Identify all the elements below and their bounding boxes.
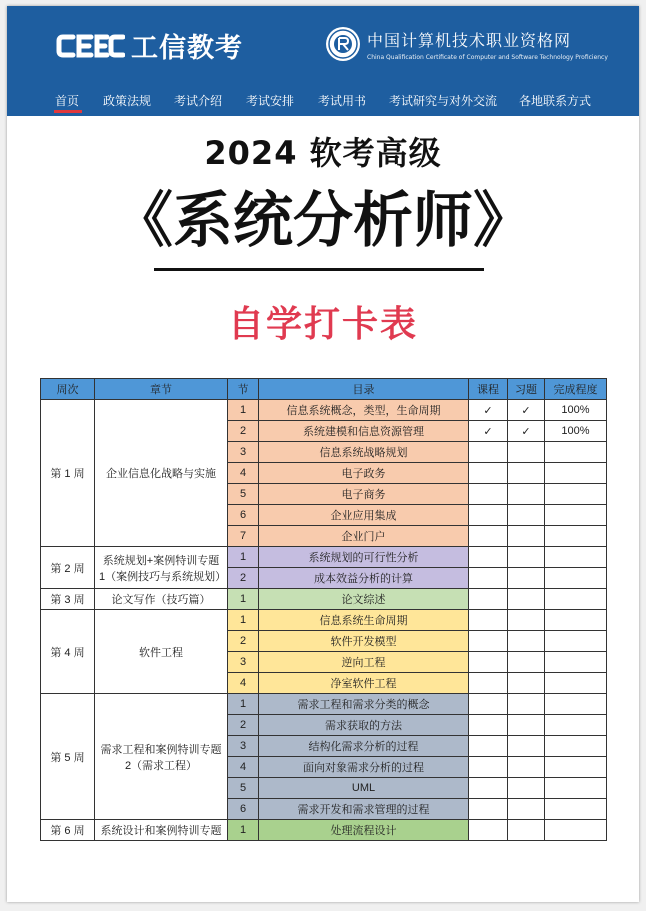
contents-cell: 信息系统生命周期 xyxy=(259,610,469,631)
completion-cell[interactable] xyxy=(545,547,607,568)
exercise-check-cell[interactable] xyxy=(508,715,545,736)
course-check-cell[interactable] xyxy=(469,820,508,841)
exercise-check-cell[interactable] xyxy=(508,778,545,799)
exercise-check-cell[interactable] xyxy=(508,568,545,589)
header-chapter: 章节 xyxy=(95,379,228,400)
nav-home[interactable]: 首页 xyxy=(55,94,80,108)
chapter-cell: 企业信息化战略与实施 xyxy=(95,400,228,547)
qualification-seal-icon xyxy=(325,26,361,62)
course-check-cell[interactable]: ✓ xyxy=(469,421,508,442)
nav-contacts[interactable]: 各地联系方式 xyxy=(519,94,592,108)
contents-cell: 电子商务 xyxy=(259,484,469,505)
header-completion: 完成程度 xyxy=(545,379,607,400)
section-number-cell: 1 xyxy=(228,589,259,610)
exercise-check-cell[interactable] xyxy=(508,652,545,673)
table-row xyxy=(41,694,607,715)
contents-cell: 系统建模和信息资源管理 xyxy=(259,421,469,442)
course-check-cell[interactable] xyxy=(469,673,508,694)
contents-cell: 电子政务 xyxy=(259,463,469,484)
title-line1: 2024 软考高级 xyxy=(204,134,442,172)
table-row xyxy=(41,820,607,841)
section-number-cell: 3 xyxy=(228,442,259,463)
header-week: 周次 xyxy=(41,379,95,400)
course-check-cell[interactable] xyxy=(469,736,508,757)
section-number-cell: 4 xyxy=(228,673,259,694)
table-row xyxy=(41,589,607,610)
course-check-cell[interactable] xyxy=(469,526,508,547)
exercise-check-cell[interactable] xyxy=(508,463,545,484)
logo-text: 工信教考 xyxy=(131,33,243,64)
exercise-check-cell[interactable]: ✓ xyxy=(508,421,545,442)
exercise-check-cell[interactable] xyxy=(508,442,545,463)
course-check-cell[interactable] xyxy=(469,463,508,484)
site-header xyxy=(7,6,639,116)
nav-exam-books[interactable]: 考试用书 xyxy=(318,94,367,108)
section-number-cell: 6 xyxy=(228,505,259,526)
section-number-cell: 1 xyxy=(228,547,259,568)
table-body xyxy=(41,400,607,841)
week-cell: 第 5 周 xyxy=(41,694,95,820)
section-number-cell: 2 xyxy=(228,715,259,736)
exercise-check-cell[interactable] xyxy=(508,589,545,610)
completion-cell[interactable] xyxy=(545,568,607,589)
course-check-cell[interactable] xyxy=(469,757,508,778)
course-check-cell[interactable] xyxy=(469,652,508,673)
exercise-check-cell[interactable] xyxy=(508,736,545,757)
ceec-logo-icon xyxy=(55,29,125,63)
table-row xyxy=(41,400,607,421)
section-number-cell: 3 xyxy=(228,736,259,757)
nav-active-indicator xyxy=(54,110,82,113)
week-cell: 第 2 周 xyxy=(41,547,95,589)
contents-cell: 系统规划的可行性分析 xyxy=(259,547,469,568)
course-check-cell[interactable] xyxy=(469,778,508,799)
contents-cell: 软件开发模型 xyxy=(259,631,469,652)
chapter-cell: 软件工程 xyxy=(95,610,228,694)
course-check-cell[interactable] xyxy=(469,505,508,526)
nav-exam-schedule[interactable]: 考试安排 xyxy=(246,94,295,108)
exercise-check-cell[interactable] xyxy=(508,526,545,547)
exercise-check-cell[interactable] xyxy=(508,757,545,778)
completion-cell[interactable] xyxy=(545,505,607,526)
course-check-cell[interactable] xyxy=(469,568,508,589)
exercise-check-cell[interactable] xyxy=(508,484,545,505)
contents-cell: 企业应用集成 xyxy=(259,505,469,526)
completion-cell[interactable]: 100% xyxy=(545,400,607,421)
completion-cell[interactable] xyxy=(545,484,607,505)
completion-cell[interactable] xyxy=(545,442,607,463)
contents-cell: 面向对象需求分析的过程 xyxy=(259,757,469,778)
section-number-cell: 7 xyxy=(228,526,259,547)
org-name-en: China Qualification Certificate of Computer and Software Technology Proficiency xyxy=(367,54,608,61)
course-check-cell[interactable] xyxy=(469,484,508,505)
study-schedule-table xyxy=(40,378,607,841)
section-number-cell: 1 xyxy=(228,820,259,841)
week-cell: 第 4 周 xyxy=(41,610,95,694)
chapter-cell: 系统设计和案例特训专题 xyxy=(95,820,228,841)
course-check-cell[interactable] xyxy=(469,589,508,610)
org-name xyxy=(367,28,608,61)
exercise-check-cell[interactable] xyxy=(508,673,545,694)
section-number-cell: 4 xyxy=(228,463,259,484)
week-cell: 第 3 周 xyxy=(41,589,95,610)
completion-cell[interactable] xyxy=(545,589,607,610)
completion-cell[interactable] xyxy=(545,463,607,484)
header-course: 课程 xyxy=(469,379,508,400)
section-number-cell: 1 xyxy=(228,400,259,421)
exercise-check-cell[interactable] xyxy=(508,547,545,568)
completion-cell[interactable] xyxy=(545,736,607,757)
section-number-cell: 2 xyxy=(228,421,259,442)
completion-cell[interactable] xyxy=(545,526,607,547)
course-check-cell[interactable] xyxy=(469,547,508,568)
section-number-cell: 2 xyxy=(228,568,259,589)
completion-cell[interactable] xyxy=(545,778,607,799)
week-cell: 第 6 周 xyxy=(41,820,95,841)
header-contents: 目录 xyxy=(259,379,469,400)
title-underline xyxy=(154,268,484,271)
contents-cell: 信息系统概念，类型，生命周期 xyxy=(259,400,469,421)
course-check-cell[interactable] xyxy=(469,694,508,715)
contents-cell: 需求获取的方法 xyxy=(259,715,469,736)
course-check-cell[interactable] xyxy=(469,442,508,463)
course-check-cell[interactable] xyxy=(469,610,508,631)
section-number-cell: 6 xyxy=(228,799,259,820)
exercise-check-cell[interactable] xyxy=(508,610,545,631)
contents-cell: 逆向工程 xyxy=(259,652,469,673)
contents-cell: 信息系统战略规划 xyxy=(259,442,469,463)
nav-policy[interactable]: 政策法规 xyxy=(103,94,152,108)
exercise-check-cell[interactable] xyxy=(508,694,545,715)
chapter-cell: 需求工程和案例特训专题 2（需求工程） xyxy=(95,694,228,820)
org-name-cn: 中国计算机技术职业资格网 xyxy=(367,31,572,50)
course-check-cell[interactable]: ✓ xyxy=(469,400,508,421)
header-exercise: 习题 xyxy=(508,379,545,400)
week-cell: 第 1 周 xyxy=(41,400,95,547)
contents-cell: 企业门户 xyxy=(259,526,469,547)
course-check-cell[interactable] xyxy=(469,715,508,736)
completion-cell[interactable] xyxy=(545,715,607,736)
completion-cell[interactable] xyxy=(545,799,607,820)
table-row xyxy=(41,610,607,631)
course-check-cell[interactable] xyxy=(469,799,508,820)
chapter-cell: 论文写作（技巧篇） xyxy=(95,589,228,610)
completion-cell[interactable] xyxy=(545,673,607,694)
section-number-cell: 5 xyxy=(228,484,259,505)
contents-cell: UML xyxy=(259,778,469,799)
completion-cell[interactable] xyxy=(545,820,607,841)
section-number-cell: 5 xyxy=(228,778,259,799)
nav-exam-intro[interactable]: 考试介绍 xyxy=(174,94,223,108)
section-number-cell: 3 xyxy=(228,652,259,673)
exercise-check-cell[interactable]: ✓ xyxy=(508,400,545,421)
ceec-logo[interactable] xyxy=(55,26,243,65)
header-section: 节 xyxy=(228,379,259,400)
exercise-check-cell[interactable] xyxy=(508,799,545,820)
completion-cell[interactable] xyxy=(545,757,607,778)
exercise-check-cell[interactable] xyxy=(508,631,545,652)
contents-cell: 论文综述 xyxy=(259,589,469,610)
document-page xyxy=(7,6,639,902)
section-number-cell: 1 xyxy=(228,694,259,715)
completion-cell[interactable] xyxy=(545,631,607,652)
title-line2: 《系统分析师》 xyxy=(113,186,533,256)
exercise-check-cell[interactable] xyxy=(508,820,545,841)
chapter-cell: 系统规划+案例特训专题 1（案例技巧与系统规划） xyxy=(95,547,228,589)
nav-research[interactable]: 考试研究与对外交流 xyxy=(389,94,498,108)
contents-cell: 结构化需求分析的过程 xyxy=(259,736,469,757)
section-number-cell: 4 xyxy=(228,757,259,778)
exercise-check-cell[interactable] xyxy=(508,505,545,526)
main-nav xyxy=(7,88,639,116)
completion-cell[interactable] xyxy=(545,694,607,715)
course-check-cell[interactable] xyxy=(469,631,508,652)
contents-cell: 需求开发和需求管理的过程 xyxy=(259,799,469,820)
completion-cell[interactable] xyxy=(545,610,607,631)
section-number-cell: 2 xyxy=(228,631,259,652)
table-row xyxy=(41,547,607,568)
contents-cell: 处理流程设计 xyxy=(259,820,469,841)
completion-cell[interactable]: 100% xyxy=(545,421,607,442)
table-header-row xyxy=(41,379,607,400)
completion-cell[interactable] xyxy=(545,652,607,673)
contents-cell: 需求工程和需求分类的概念 xyxy=(259,694,469,715)
section-number-cell: 1 xyxy=(228,610,259,631)
contents-cell: 净室软件工程 xyxy=(259,673,469,694)
contents-cell: 成本效益分析的计算 xyxy=(259,568,469,589)
title-line3: 自学打卡表 xyxy=(227,304,418,345)
